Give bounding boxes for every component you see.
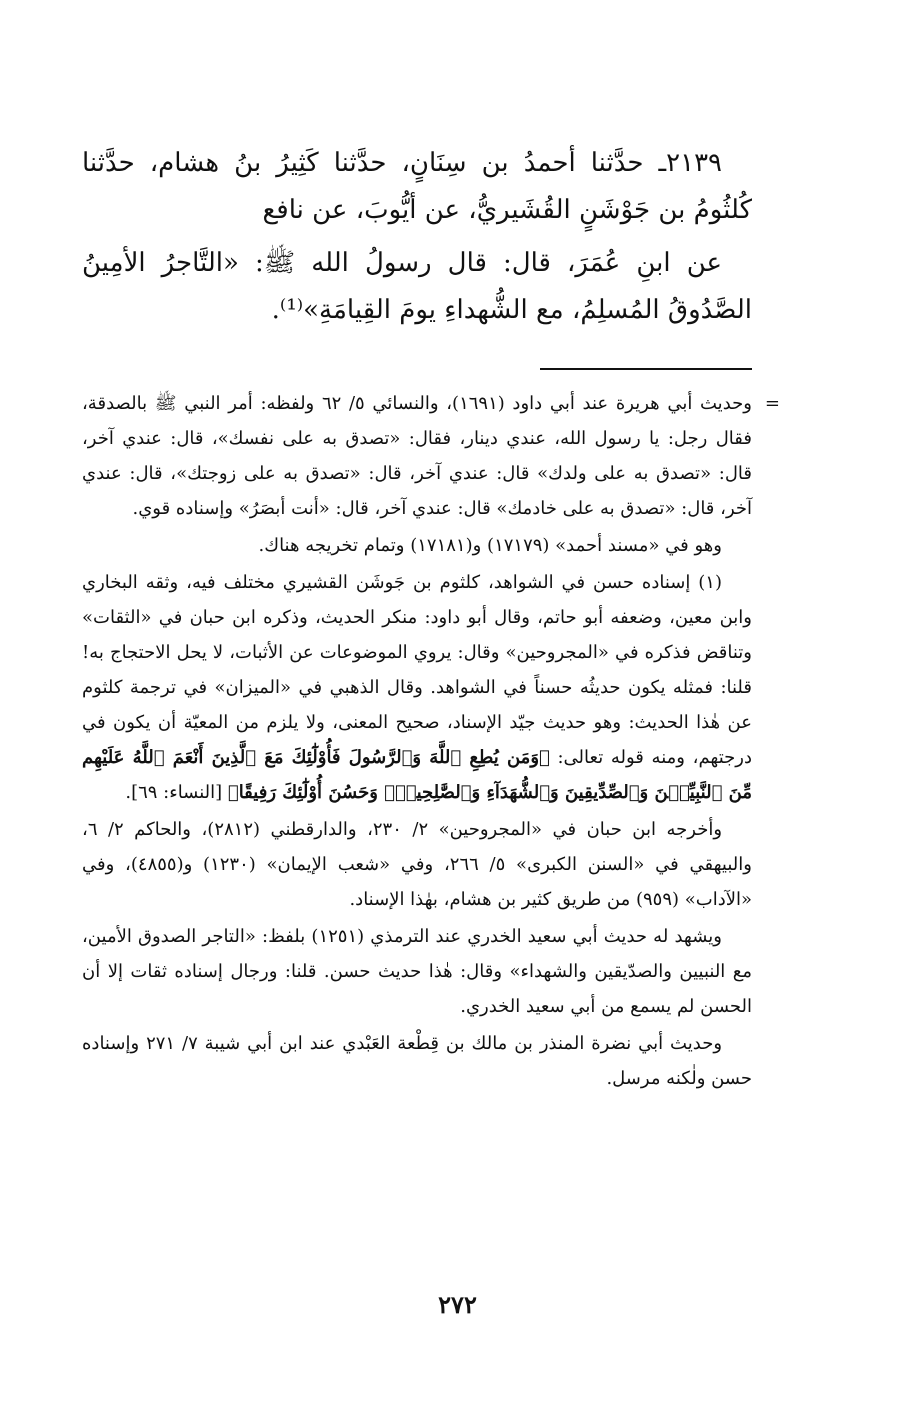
footnote-paragraph: ويشهد له حديث أبي سعيد الخدري عند الترمذي (١٢٥١) بلفظ: «التاجر الصدوق الأمين، مع النبيين والصدّيقين والشهداء» وقال: هٰذا حديث حسن. قلنا: ورجال إسناده ثقات إلا أن الحسن لم يسمع من أبي سعيد الخدري. [82,926,752,1017]
footnote-paragraph [82,386,780,526]
hadith-matn: عن ابنِ عُمَرَ، قال: قال رسولُ الله ﷺ: «التَّاجرُ الأمِينُ الصَّدُوقُ المُسلِمُ، مع الشُّهداءِ يومَ القِيامَةِ»⁽¹⁾. [82,248,752,325]
verse-reference: [النساء: ٦٩]. [125,782,228,803]
footnote-paragraph: وحديث أبي نضرة المنذر بن مالك بن قِطْعة العَبْدي عند ابن أبي شيبة ٧/ ٢٧١ وإسناده حسن ولٰكنه مرسل. [82,1033,752,1089]
footnote-1 [82,565,752,810]
footnote-divider [540,368,752,370]
page-number: ٢٧٢ [438,1290,477,1319]
hadith-isnad: ٢١٣٩ـ حدَّثنا أحمدُ بن سِنَانٍ، حدَّثنا كَثِيرُ بنُ هشام، حدَّثنا كُلثُومُ بن جَوْشَنٍ القُشَيريُّ، عن أيُّوبَ، عن نافع [82,148,752,225]
footnote-text: (١) إسناده حسن في الشواهد، كلثوم بن جَوشَن القشيري مختلف فيه، وثقه البخاري وابن معين، وضعفه أبو حاتم، وقال أبو داود: منكر الحديث، وذكره ابن حبان في «الثقات» وتناقض فذكره في «المجروحين» وقال: يروي الموضوعات عن الأثبات، لا يحل الاحتجاج به! قلنا: فمثله يكون حديثُه حسناً في الشواهد. وقال الذهبي في «الميزان» في ترجمة كلثوم عن هٰذا الحديث: وهو حديث جيّد الإسناد، صحيح المعنى، ولا يلزم من المعيّة أن يكون في درجتهم، ومنه قوله تعالى: [82,572,752,768]
quran-verse: ﴿وَمَن يُطِعِ ٱللَّهَ وَٱلرَّسُولَ فَأُوْلَٰٓئِكَ مَعَ ٱلَّذِينَ أَنْعَمَ ٱللَّهُ عَلَيْهِم مِّنَ ٱلنَّبِيِّـۧنَ وَٱلصِّدِّيقِينَ وَٱلشُّهَدَآءِ وَٱلصَّٰلِحِينَۚ وَحَسُنَ أُوْلَٰٓئِكَ رَفِيقًا﴾ [82,747,752,803]
footnote-text: وحديث أبي هريرة عند أبي داود (١٦٩١)، والنسائي ٥/ ٦٢ ولفظه: أمر النبي ﷺ بالصدقة، فقال رجل: يا رسول الله، عندي دينار، فقال: «تصدق به على نفسك»، قال: عندي آخر، قال: «تصدق به على ولدك» قال: عندي آخر، قال: «تصدق به على زوجتك»، قال: عندي آخر، قال: «تصدق به على خادمك» قال: عندي آخر، قال: «أنت أبصَرُ» وإسناده قوي. [82,393,752,519]
footnotes-section [82,386,780,1098]
continuation-mark: = [764,393,780,414]
footnote-paragraph: وهو في «مسند أحمد» (١٧١٧٩) و(١٧١٨١) وتمام تخريجه هناك. [258,535,722,556]
footnote-paragraph: وأخرجه ابن حبان في «المجروحين» ٢/ ٢٣٠، والدارقطني (٢٨١٢)، والحاكم ٢/ ٦، والبيهقي في «السنن الكبرى» ٥/ ٢٦٦، وفي «شعب الإيمان» (١٢٣٠) و(٤٨٥٥)، وفي «الآداب» (٩٥٩) من طريق كثير بن هشام، بهٰذا الإسناد. [82,819,752,910]
hadith-text [82,140,752,340]
